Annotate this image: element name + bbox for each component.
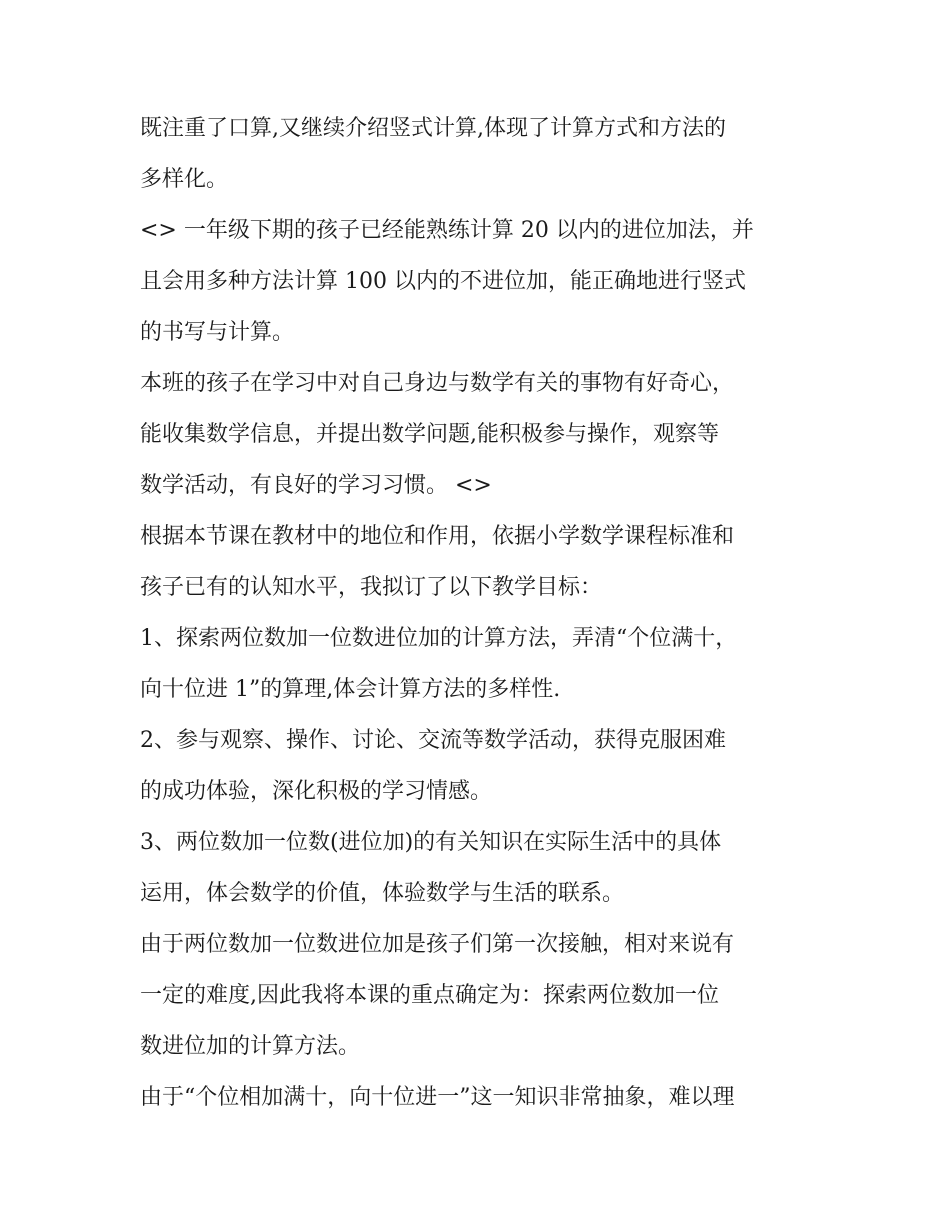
text-line: 1、探索两位数加一位数进位加的计算方法，弄清“个位满十， — [140, 626, 738, 651]
text-line: 且会用多种方法计算 100 以内的不进位加，能正确地进行竖式 — [140, 269, 746, 294]
text-line: 孩子已有的认知水平，我拟订了以下教学目标： — [140, 575, 603, 600]
text-line: 根据本节课在教材中的地位和作用，依据小学数学课程标准和 — [140, 524, 735, 549]
text-line: 由于两位数加一位数进位加是孩子们第一次接触，相对来说有 — [140, 932, 735, 957]
text-line: <> 一年级下期的孩子已经能熟练计算 20 以内的进位加法，并 — [140, 218, 754, 243]
text-line: 数学活动，有良好的学习习惯。 <> — [140, 473, 492, 498]
text-line: 由于“个位相加满十，向十位进一”这一知识非常抽象，难以理 — [140, 1085, 735, 1110]
text-line: 多样化。 — [140, 167, 229, 192]
text-line: 能收集数学信息，并提出数学问题,能积极参与操作，观察等 — [140, 422, 719, 447]
text-line: 运用，体会数学的价值，体验数学与生活的联系。 — [140, 881, 625, 906]
text-line: 一定的难度,因此我将本课的重点确定为：探索两位数加一位 — [140, 983, 719, 1008]
text-line: 3、两位数加一位数(进位加)的有关知识在实际生活中的具体 — [140, 830, 722, 855]
text-line: 数进位加的计算方法。 — [140, 1034, 361, 1059]
document-body — [140, 103, 820, 1123]
text-line: 2、参与观察、操作、讨论、交流等数学活动，获得克服困难 — [140, 728, 726, 753]
text-line: 的成功体验，深化积极的学习情感。 — [140, 779, 493, 804]
text-line: 的书写与计算。 — [140, 320, 295, 345]
text-line: 向十位进 1”的算理,体会计算方法的多样性. — [140, 677, 561, 702]
text-line: 既注重了口算,又继续介绍竖式计算,体现了计算方式和方法的 — [140, 116, 726, 141]
text-line: 本班的孩子在学习中对自己身边与数学有关的事物有好奇心， — [140, 371, 735, 396]
